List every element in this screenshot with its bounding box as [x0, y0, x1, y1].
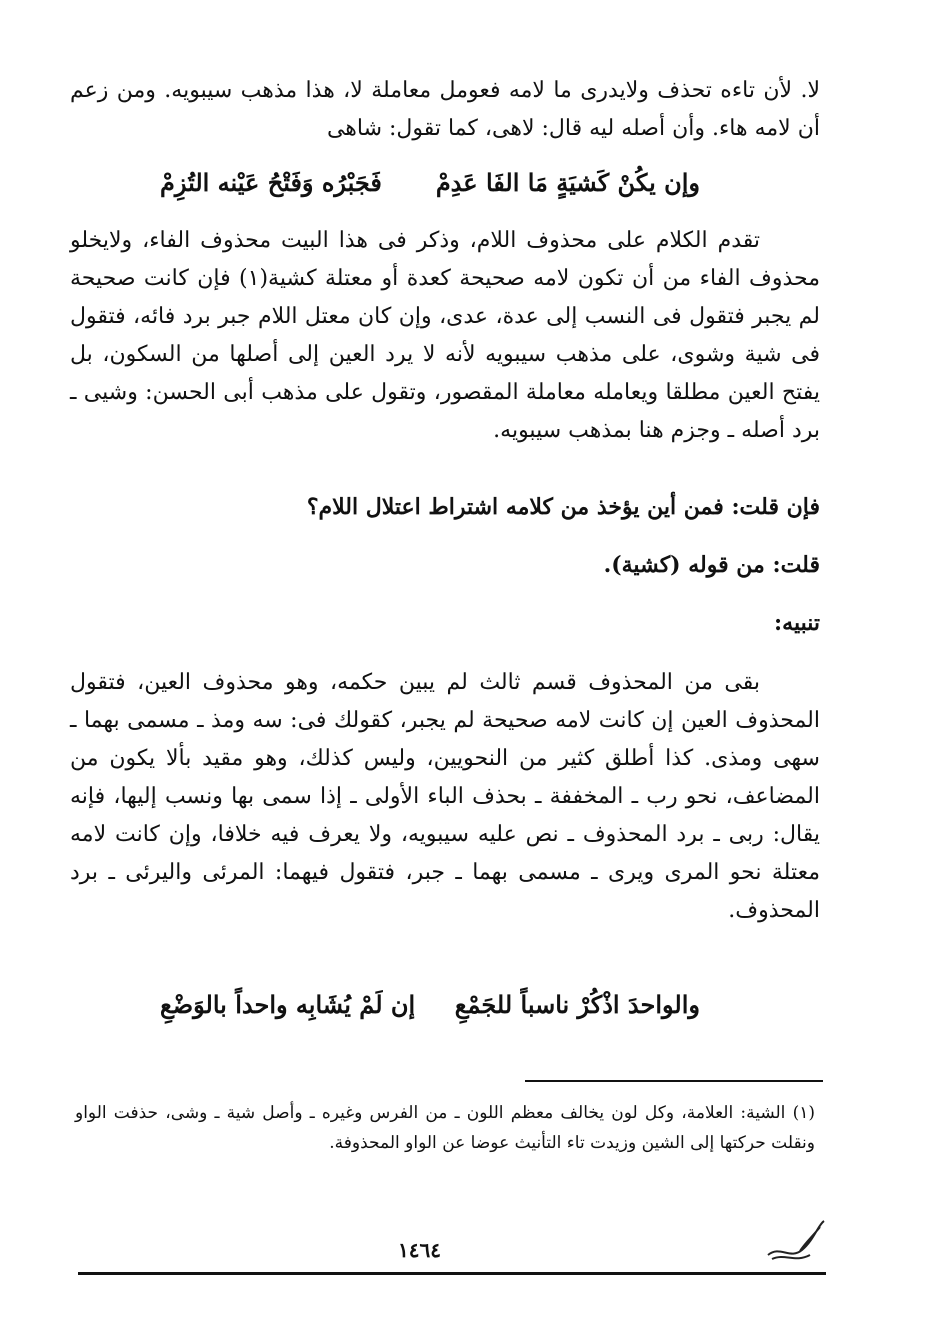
- paragraph-2: تقدم الكلام على محذوف اللام، وذكر فى هذا البيت محذوف الفاء، ولايخلو محذوف الفاء من أن تكون لامه صحيحة كعدة أو معتلة كشية(١) فإن كانت صحيحة لم يجبر فتقول فى النسب إلى عدة، عدى، وإن كان معتل اللام جبر برد فائه، فتقول فى شية وشوى، على مذهب سيبويه لأنه لا يرد العين إلى أصلها من السكون، بل يفتح العين مطلقا ويعامله معاملة المقصور، وتقول على مذهب أبى الحسن: وشيى ـ برد أصله ـ وجزم هنا بمذهب سيبويه.: [70, 228, 820, 443]
- verse-1-second-hemistich: فَجَبْرُه وَفَتْحُ عَيْنه التُزِمْ: [160, 168, 382, 197]
- verse-1-first-hemistich: وإن يكُنْ كَشيَةٍ مَا الفَا عَدِمْ: [435, 168, 700, 197]
- verse-2-first-hemistich: والواحدَ اذْكُرْ ناسباً للجَمْعِ: [454, 990, 700, 1019]
- page-number: ١٤٦٤: [398, 1238, 441, 1262]
- verse-2-second-hemistich: إن لَمْ يُشَابِه واحداً بالوَضْعِ: [160, 990, 416, 1019]
- paragraph-1: لا. لأن تاءه تحذف ولايدرى ما لامه فعومل معاملة لا، هذا مذهب سيبويه. ومن زعم أن لامه هاء. وأن أصله ليه قال: لاهى، كما تقول: شاهى: [70, 78, 820, 141]
- page-bottom-rule: [78, 1272, 826, 1275]
- verse-line-2: [160, 990, 700, 1019]
- footnote-separator: [525, 1080, 823, 1082]
- answer-line: قلت: من قوله (كشية).: [603, 552, 820, 578]
- pen-mark-icon: [760, 1215, 830, 1270]
- footnote: (١) الشية: العلامة، وكل لون يخالف معظم اللون ـ من الفرس وغيره ـ وأصل شية ـ وشى، حذفت الواو ونقلت حركتها إلى الشين وزيدت تاء التأنيث عوضا عن الواو المحذوفة.: [75, 1103, 815, 1153]
- question-line: فإن قلت: فمن أين يؤخذ من كلامه اشتراط اعتلال اللام؟: [306, 494, 820, 520]
- paragraph-3: بقى من المحذوف قسم ثالث لم يبين حكمه، وهو محذوف العين، فتقول المحذوف العين إن كانت لامه صحيحة لم يجبر، كقولك فى: سه ومذ ـ مسمى بهما ـ سهى ومذى. كذا أطلق كثير من النحويين، وليس كذلك، وهو مقيد بألا يكون من المضاعف، نحو رب ـ المخففة ـ بحذف الباء الأولى ـ إذا سمى بها ونسب إليها، فإنه يقال: ربى ـ برد المحذوف ـ نص عليه سيبويه، ولا يعرف فيه خلافا، وإن كانت لامه معتلة نحو المرى ويرى ـ مسمى بهما ـ جبر، فتقول فيهما: المرئى واليرئى ـ برد المحذوف.: [70, 670, 820, 923]
- section-heading: تنبيه:: [774, 610, 820, 636]
- verse-line-1: [160, 168, 700, 197]
